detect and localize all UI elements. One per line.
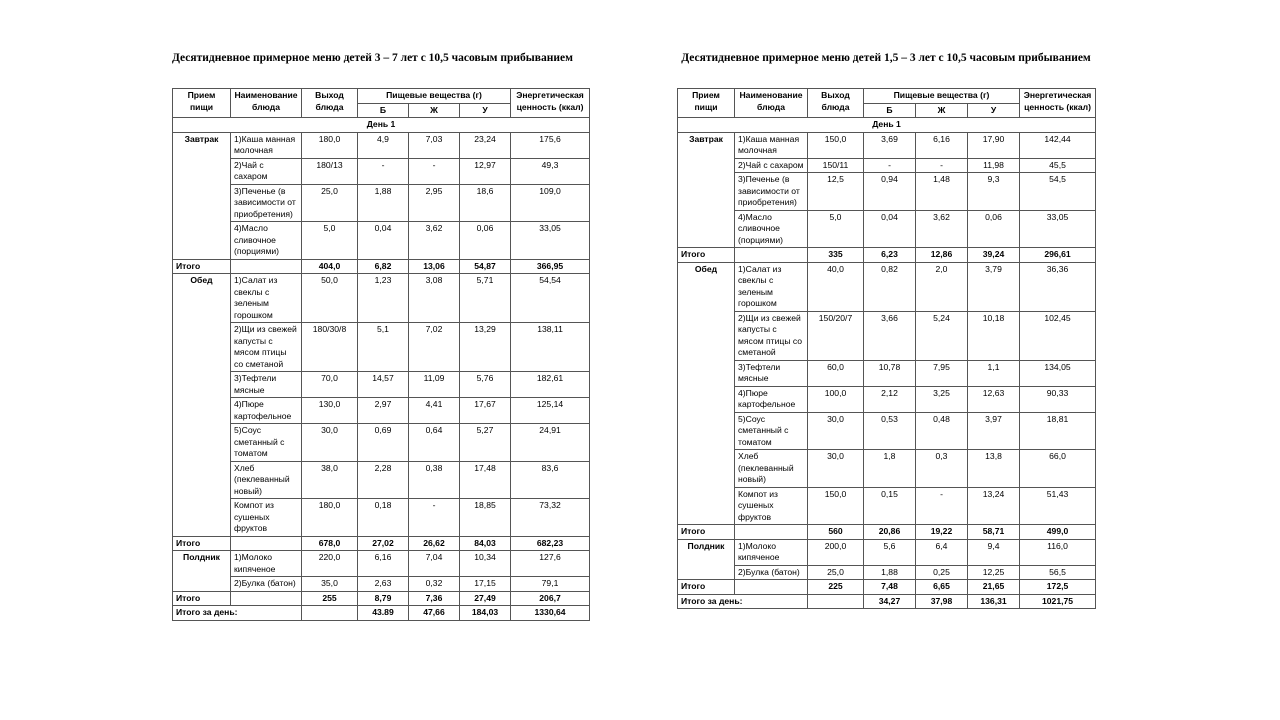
total-label: Итого (678, 525, 735, 540)
dish-fat: 1,48 (916, 173, 968, 211)
dish-fat: 4,41 (409, 398, 460, 424)
dish-name: 2)Щи из свежей капусты с мясом птицы со сметаной (231, 323, 302, 372)
table-row (173, 577, 590, 592)
dish-carbs: 17,15 (460, 577, 511, 592)
dish-protein: 1,88 (864, 565, 916, 580)
dish-protein: 0,94 (864, 173, 916, 211)
dish-carbs: 17,90 (968, 132, 1020, 158)
meal-label: Полдник (678, 539, 735, 580)
table-row (173, 184, 590, 222)
dish-protein: 3,66 (864, 311, 916, 360)
dish-carbs: 5,76 (460, 372, 511, 398)
dish-energy: 142,44 (1020, 132, 1096, 158)
total-row (678, 525, 1096, 540)
header-yield: Выход блюда (808, 89, 864, 118)
dish-energy: 182,61 (511, 372, 590, 398)
dish-yield: 25,0 (808, 565, 864, 580)
dish-carbs: 18,6 (460, 184, 511, 222)
dish-name: 1)Каша манная молочная (735, 132, 808, 158)
dish-protein: - (864, 158, 916, 173)
dish-carbs: 13,29 (460, 323, 511, 372)
total-carbs: 84,03 (460, 536, 511, 551)
dish-name: 3)Печенье (в зависимости от приобретения) (231, 184, 302, 222)
header-row (678, 89, 1096, 104)
dish-fat: 0,25 (916, 565, 968, 580)
header-fat: Ж (409, 103, 460, 118)
dish-protein: 0,82 (864, 262, 916, 311)
table-row (678, 487, 1096, 525)
dish-energy: 134,05 (1020, 360, 1096, 386)
dish-yield: 180/13 (302, 158, 358, 184)
dish-name: 2)Чай с сахаром (231, 158, 302, 184)
header-fat: Ж (916, 103, 968, 118)
dish-name: Компот из сушеных фруктов (231, 499, 302, 537)
total-label: Итого (173, 536, 231, 551)
total-yield: 225 (808, 580, 864, 595)
dish-energy: 79,1 (511, 577, 590, 592)
total-row (173, 259, 590, 274)
total-empty (231, 536, 302, 551)
dish-carbs: 3,79 (968, 262, 1020, 311)
dish-energy: 33,05 (511, 222, 590, 260)
total-yield: 335 (808, 248, 864, 263)
dish-protein: 0,53 (864, 412, 916, 450)
total-protein: 7,48 (864, 580, 916, 595)
dish-fat: 11,09 (409, 372, 460, 398)
dish-protein: 0,69 (358, 424, 409, 462)
dish-name: 3)Печенье (в зависимости от приобретения) (735, 173, 808, 211)
dish-name: 4)Масло сливочное (порциями) (231, 222, 302, 260)
dish-yield: 200,0 (808, 539, 864, 565)
dish-carbs: 12,97 (460, 158, 511, 184)
dish-carbs: 18,85 (460, 499, 511, 537)
dish-name: Хлеб (пеклеванный новый) (231, 461, 302, 499)
dish-fat: 3,08 (409, 274, 460, 323)
dish-fat: - (916, 487, 968, 525)
total-label: Итого (678, 580, 735, 595)
menu-table-body (678, 89, 1096, 609)
dish-fat: 0,64 (409, 424, 460, 462)
dish-energy: 33,05 (1020, 210, 1096, 248)
dish-yield: 180/30/8 (302, 323, 358, 372)
total-empty (735, 580, 808, 595)
total-carbs: 21,65 (968, 580, 1020, 595)
dish-fat: - (916, 158, 968, 173)
dish-fat: 7,02 (409, 323, 460, 372)
dish-yield: 100,0 (808, 386, 864, 412)
dish-protein: 0,04 (358, 222, 409, 260)
dish-name: Компот из сушеных фруктов (735, 487, 808, 525)
meal-label: Обед (678, 262, 735, 525)
dish-energy: 56,5 (1020, 565, 1096, 580)
day-label: День 1 (678, 118, 1096, 133)
day-total-energy: 1330,64 (511, 606, 590, 621)
dish-fat: 6,16 (916, 132, 968, 158)
header-yield: Выход блюда (302, 89, 358, 118)
total-carbs: 58,71 (968, 525, 1020, 540)
dish-fat: - (409, 158, 460, 184)
total-energy: 499,0 (1020, 525, 1096, 540)
total-protein: 6,23 (864, 248, 916, 263)
table-row (678, 360, 1096, 386)
table-row (678, 412, 1096, 450)
dish-protein: 0,15 (864, 487, 916, 525)
header-carbs: У (968, 103, 1020, 118)
table-row (173, 398, 590, 424)
total-row (173, 591, 590, 606)
table-row (173, 158, 590, 184)
dish-yield: 38,0 (302, 461, 358, 499)
dish-energy: 66,0 (1020, 450, 1096, 488)
dish-carbs: 5,71 (460, 274, 511, 323)
dish-carbs: 9,4 (968, 539, 1020, 565)
dish-yield: 30,0 (808, 412, 864, 450)
dish-protein: 14,57 (358, 372, 409, 398)
dish-yield: 180,0 (302, 132, 358, 158)
dish-carbs: 10,34 (460, 551, 511, 577)
dish-yield: 70,0 (302, 372, 358, 398)
dish-energy: 18,81 (1020, 412, 1096, 450)
dish-yield: 30,0 (302, 424, 358, 462)
dish-name: 3)Тефтели мясные (231, 372, 302, 398)
total-energy: 206,7 (511, 591, 590, 606)
day-total-carbs: 136,31 (968, 594, 1020, 609)
day-total-label: Итого за день: (678, 594, 808, 609)
dish-carbs: 5,27 (460, 424, 511, 462)
table-row (678, 539, 1096, 565)
dish-protein: 2,28 (358, 461, 409, 499)
table-row (678, 173, 1096, 211)
dish-yield: 150/20/7 (808, 311, 864, 360)
dish-name: 5)Соус сметанный с томатом (735, 412, 808, 450)
dish-fat: 7,04 (409, 551, 460, 577)
table-row (678, 386, 1096, 412)
day-total-yield (808, 594, 864, 609)
menu-1-5-3-years (677, 50, 1095, 609)
dish-carbs: 17,67 (460, 398, 511, 424)
table-row (173, 132, 590, 158)
dish-yield: 130,0 (302, 398, 358, 424)
dish-fat: 0,48 (916, 412, 968, 450)
table-row (173, 372, 590, 398)
dish-energy: 116,0 (1020, 539, 1096, 565)
header-energy: Энергетическая ценность (ккал) (511, 89, 590, 118)
dish-name: Хлеб (пеклеванный новый) (735, 450, 808, 488)
table-row (173, 274, 590, 323)
dish-fat: 0,3 (916, 450, 968, 488)
dish-energy: 83,6 (511, 461, 590, 499)
dish-protein: 1,23 (358, 274, 409, 323)
dish-name: 1)Молоко кипяченое (735, 539, 808, 565)
dish-protein: 3,69 (864, 132, 916, 158)
table-row (678, 450, 1096, 488)
meal-label: Обед (173, 274, 231, 537)
header-nutrients: Пищевые вещества (г) (358, 89, 511, 104)
dish-yield: 12,5 (808, 173, 864, 211)
total-label: Итого (173, 591, 231, 606)
dish-fat: 6,4 (916, 539, 968, 565)
day-row (173, 118, 590, 133)
dish-energy: 54,54 (511, 274, 590, 323)
dish-fat: 3,62 (916, 210, 968, 248)
dish-energy: 109,0 (511, 184, 590, 222)
day-total-yield (302, 606, 358, 621)
day-total-label: Итого за день: (173, 606, 302, 621)
dish-carbs: 10,18 (968, 311, 1020, 360)
total-energy: 366,95 (511, 259, 590, 274)
total-carbs: 27,49 (460, 591, 511, 606)
total-row (173, 536, 590, 551)
total-energy: 172,5 (1020, 580, 1096, 595)
dish-protein: 6,16 (358, 551, 409, 577)
header-protein: Б (358, 103, 409, 118)
header-row (173, 89, 590, 104)
header-dish: Наименование блюда (735, 89, 808, 118)
day-total-carbs: 184,03 (460, 606, 511, 621)
menu-table (677, 88, 1096, 609)
dish-carbs: 0,06 (460, 222, 511, 260)
total-label: Итого (173, 259, 231, 274)
table-row (173, 222, 590, 260)
total-empty (735, 525, 808, 540)
day-total-energy: 1021,75 (1020, 594, 1096, 609)
day-total-fat: 37,98 (916, 594, 968, 609)
day-total-row (678, 594, 1096, 609)
dish-energy: 127,6 (511, 551, 590, 577)
dish-energy: 102,45 (1020, 311, 1096, 360)
total-protein: 8,79 (358, 591, 409, 606)
dish-fat: 3,62 (409, 222, 460, 260)
dish-name: 5)Соус сметанный с томатом (231, 424, 302, 462)
dish-name: 2)Булка (батон) (231, 577, 302, 592)
menu-table (172, 88, 590, 621)
header-meal: Прием пищи (678, 89, 735, 118)
total-yield: 404,0 (302, 259, 358, 274)
dish-carbs: 11,98 (968, 158, 1020, 173)
meal-label: Завтрак (173, 132, 231, 259)
dish-name: 4)Пюре картофельное (735, 386, 808, 412)
dish-yield: 25,0 (302, 184, 358, 222)
dish-yield: 180,0 (302, 499, 358, 537)
total-empty (231, 259, 302, 274)
table-row (678, 311, 1096, 360)
header-protein: Б (864, 103, 916, 118)
dish-protein: 4,9 (358, 132, 409, 158)
total-yield: 255 (302, 591, 358, 606)
dish-protein: 2,12 (864, 386, 916, 412)
table-row (678, 210, 1096, 248)
dish-fat: - (409, 499, 460, 537)
header-energy: Энергетическая ценность (ккал) (1020, 89, 1096, 118)
dish-carbs: 13,24 (968, 487, 1020, 525)
dish-fat: 3,25 (916, 386, 968, 412)
table-row (678, 565, 1096, 580)
dish-energy: 36,36 (1020, 262, 1096, 311)
dish-energy: 54,5 (1020, 173, 1096, 211)
day-row (678, 118, 1096, 133)
dish-yield: 220,0 (302, 551, 358, 577)
total-empty (231, 591, 302, 606)
total-carbs: 54,87 (460, 259, 511, 274)
dish-carbs: 12,25 (968, 565, 1020, 580)
total-fat: 12,86 (916, 248, 968, 263)
table-row (678, 158, 1096, 173)
dish-yield: 30,0 (808, 450, 864, 488)
day-total-protein: 43.89 (358, 606, 409, 621)
total-fat: 19,22 (916, 525, 968, 540)
table-row (678, 132, 1096, 158)
dish-name: 2)Булка (батон) (735, 565, 808, 580)
dish-protein: 0,04 (864, 210, 916, 248)
table-row (173, 551, 590, 577)
dish-protein: 2,63 (358, 577, 409, 592)
dish-carbs: 9,3 (968, 173, 1020, 211)
total-yield: 560 (808, 525, 864, 540)
dish-fat: 2,0 (916, 262, 968, 311)
dish-name: 4)Масло сливочное (порциями) (735, 210, 808, 248)
meal-label: Полдник (173, 551, 231, 592)
total-protein: 20,86 (864, 525, 916, 540)
dish-energy: 90,33 (1020, 386, 1096, 412)
total-protein: 6,82 (358, 259, 409, 274)
dish-protein: 1,88 (358, 184, 409, 222)
total-energy: 682,23 (511, 536, 590, 551)
total-label: Итого (678, 248, 735, 263)
dish-carbs: 23,24 (460, 132, 511, 158)
dish-fat: 7,95 (916, 360, 968, 386)
menu-title: Десятидневное примерное меню детей 1,5 – 3 лет с 10,5 часовым прибыванием (681, 52, 1091, 64)
total-row (678, 580, 1096, 595)
dish-yield: 60,0 (808, 360, 864, 386)
dish-name: 2)Щи из свежей капусты с мясом птицы со сметаной (735, 311, 808, 360)
dish-protein: 2,97 (358, 398, 409, 424)
dish-yield: 5,0 (302, 222, 358, 260)
dish-carbs: 3,97 (968, 412, 1020, 450)
dish-name: 1)Салат из свеклы с зеленым горошком (735, 262, 808, 311)
total-fat: 26,62 (409, 536, 460, 551)
total-fat: 6,65 (916, 580, 968, 595)
dish-name: 2)Чай с сахаром (735, 158, 808, 173)
total-row (678, 248, 1096, 263)
dish-protein: 0,18 (358, 499, 409, 537)
dish-carbs: 17,48 (460, 461, 511, 499)
total-energy: 296,61 (1020, 248, 1096, 263)
dish-yield: 5,0 (808, 210, 864, 248)
dish-yield: 35,0 (302, 577, 358, 592)
dish-protein: 5,6 (864, 539, 916, 565)
dish-energy: 24,91 (511, 424, 590, 462)
dish-energy: 45,5 (1020, 158, 1096, 173)
total-carbs: 39,24 (968, 248, 1020, 263)
dish-yield: 40,0 (808, 262, 864, 311)
dish-fat: 2,95 (409, 184, 460, 222)
dish-name: 4)Пюре картофельное (231, 398, 302, 424)
dish-yield: 50,0 (302, 274, 358, 323)
dish-protein: 5,1 (358, 323, 409, 372)
dish-name: 3)Тефтели мясные (735, 360, 808, 386)
dish-energy: 175,6 (511, 132, 590, 158)
dish-protein: 10,78 (864, 360, 916, 386)
day-total-row (173, 606, 590, 621)
header-nutrients: Пищевые вещества (г) (864, 89, 1020, 104)
menu-title: Десятидневное примерное меню детей 3 – 7 лет с 10,5 часовым прибыванием (172, 52, 573, 64)
day-total-fat: 47,66 (409, 606, 460, 621)
total-fat: 13,06 (409, 259, 460, 274)
dish-name: 1)Салат из свеклы с зеленым горошком (231, 274, 302, 323)
dish-energy: 49,3 (511, 158, 590, 184)
dish-yield: 150,0 (808, 487, 864, 525)
menu-table-body (173, 89, 590, 621)
total-yield: 678,0 (302, 536, 358, 551)
table-row (173, 424, 590, 462)
total-fat: 7,36 (409, 591, 460, 606)
dish-energy: 51,43 (1020, 487, 1096, 525)
dish-fat: 0,32 (409, 577, 460, 592)
table-row (173, 499, 590, 537)
dish-energy: 73,32 (511, 499, 590, 537)
dish-energy: 125,14 (511, 398, 590, 424)
table-row (678, 262, 1096, 311)
day-total-protein: 34,27 (864, 594, 916, 609)
dish-carbs: 1,1 (968, 360, 1020, 386)
header-dish: Наименование блюда (231, 89, 302, 118)
dish-protein: - (358, 158, 409, 184)
total-protein: 27,02 (358, 536, 409, 551)
header-meal: Прием пищи (173, 89, 231, 118)
header-carbs: У (460, 103, 511, 118)
total-empty (735, 248, 808, 263)
table-row (173, 323, 590, 372)
dish-carbs: 12,63 (968, 386, 1020, 412)
dish-carbs: 0,06 (968, 210, 1020, 248)
dish-carbs: 13,8 (968, 450, 1020, 488)
meal-label: Завтрак (678, 132, 735, 248)
day-label: День 1 (173, 118, 590, 133)
dish-protein: 1,8 (864, 450, 916, 488)
dish-yield: 150,0 (808, 132, 864, 158)
dish-energy: 138,11 (511, 323, 590, 372)
dish-fat: 0,38 (409, 461, 460, 499)
menu-3-7-years (172, 50, 589, 621)
dish-fat: 7,03 (409, 132, 460, 158)
dish-name: 1)Молоко кипяченое (231, 551, 302, 577)
table-row (173, 461, 590, 499)
dish-yield: 150/11 (808, 158, 864, 173)
dish-fat: 5,24 (916, 311, 968, 360)
dish-name: 1)Каша манная молочная (231, 132, 302, 158)
